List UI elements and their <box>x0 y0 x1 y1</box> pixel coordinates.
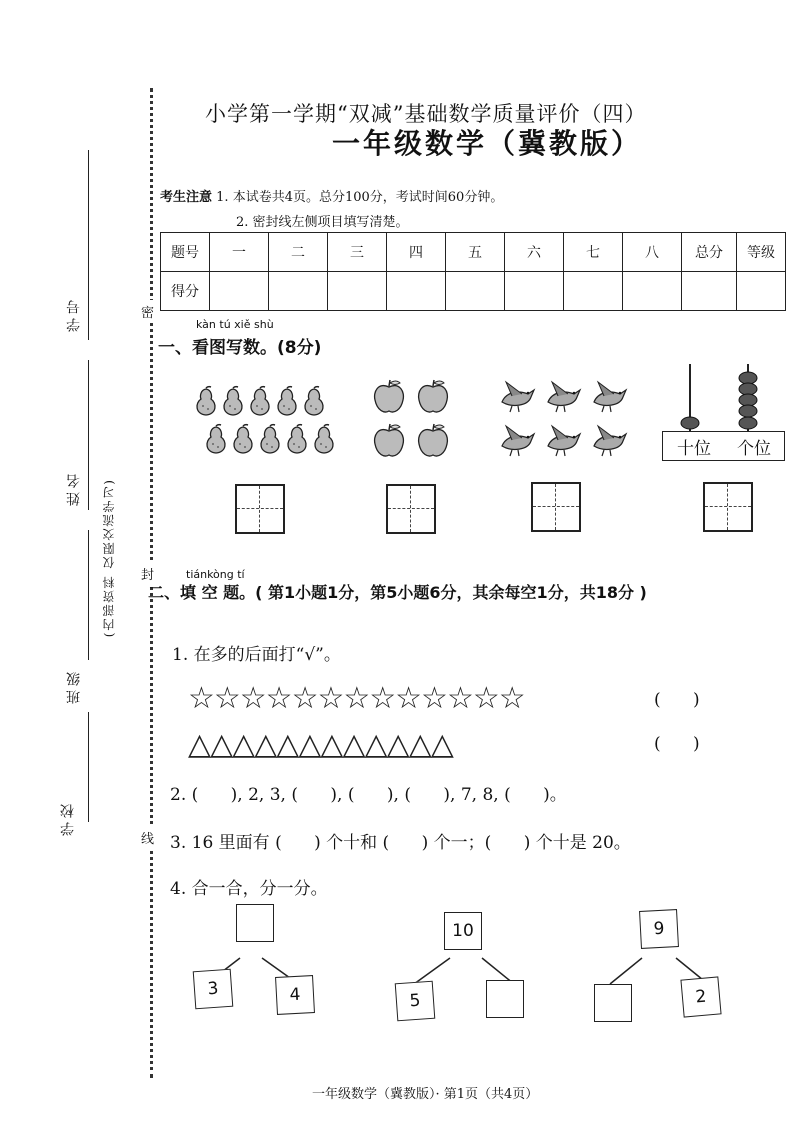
class-line <box>88 530 89 660</box>
score-cell[interactable] <box>328 272 387 311</box>
question-1: 1. 在多的后面打“√”。 <box>172 645 341 665</box>
page-footer: 一年级数学（冀教版）· 第1页（共4页） <box>312 1087 539 1102</box>
question-2: 2. ( ), 2, 3, ( ), ( ), ( ), 7, 8, ( )。 <box>170 785 567 805</box>
score-cell[interactable] <box>623 272 682 311</box>
score-cell[interactable] <box>446 272 505 311</box>
notice-2: 2. 密封线左侧项目填写清楚。 <box>236 215 409 230</box>
school-line <box>88 712 89 822</box>
score-table <box>160 232 786 311</box>
score-table-header-row <box>161 233 786 272</box>
exam-title: 小学第一学期“双减”基础数学质量评价（四） <box>205 102 647 126</box>
tree1-left-box: 3 <box>193 969 234 1010</box>
score-col: 七 <box>564 233 623 272</box>
score-col: 一 <box>210 233 269 272</box>
notice-1: 1. 本试卷共4页。总分100分，考试时间60分钟。 <box>216 190 504 205</box>
tree3-top-box: 9 <box>639 909 679 949</box>
section1-title: 一、看图写数。(8分) <box>158 338 322 358</box>
name-label: 姓名 <box>66 470 82 506</box>
score-col: 六 <box>505 233 564 272</box>
score-cell[interactable] <box>210 272 269 311</box>
notice-label: 考生注意 <box>160 190 213 205</box>
score-cell[interactable] <box>737 272 786 311</box>
score-cell[interactable] <box>682 272 737 311</box>
tens-place-label: 十位 <box>662 431 726 461</box>
section2-title: 二、填 空 题。( 第1小题1分，第5小题6分，其余每空1分，共18分 ) <box>148 583 647 602</box>
answer-paren-triangles[interactable]: ( ) <box>654 734 700 754</box>
ones-place-label: 个位 <box>724 431 785 461</box>
answer-box-pears[interactable] <box>235 484 285 534</box>
internal-note: (内部资料 仅限交流学习) <box>102 478 116 638</box>
student-id-line <box>88 150 89 340</box>
section1-pinyin: kàn tú xiě shù <box>196 318 274 331</box>
score-col: 等级 <box>737 233 786 272</box>
section2-pinyin: tiánkòng tí <box>186 568 245 581</box>
question-3: 3. 16 里面有 ( ) 个十和 ( ) 个一；( ) 个十是 20。 <box>170 833 631 853</box>
score-col: 四 <box>387 233 446 272</box>
notice-line-1 <box>160 186 503 205</box>
answer-box-abacus[interactable] <box>703 482 753 532</box>
score-table-score-row <box>161 272 786 311</box>
seal-char-mi: 密 <box>141 300 154 323</box>
stars-row: ☆☆☆☆☆☆☆☆☆☆☆☆☆ <box>188 681 525 716</box>
tree1-top-box[interactable] <box>236 904 274 942</box>
score-cell[interactable] <box>269 272 328 311</box>
score-col: 二 <box>269 233 328 272</box>
score-col: 三 <box>328 233 387 272</box>
score-cell[interactable] <box>564 272 623 311</box>
answer-box-apples[interactable] <box>386 484 436 534</box>
exam-subtitle: 一年级数学（冀教版） <box>332 127 643 160</box>
score-col: 八 <box>623 233 682 272</box>
pear-image <box>192 384 352 466</box>
score-col: 五 <box>446 233 505 272</box>
student-id-label: 学号 <box>66 296 82 332</box>
triangles-row: △△△△△△△△△△△△ <box>188 727 453 762</box>
bird-image <box>498 378 638 468</box>
school-label: 学校 <box>60 800 76 836</box>
tree3-right-box: 2 <box>680 976 721 1017</box>
score-row-label: 得分 <box>161 272 210 311</box>
score-cell[interactable] <box>505 272 564 311</box>
tree2-left-box: 5 <box>395 981 436 1022</box>
class-label: 班级 <box>66 668 82 704</box>
name-line <box>88 360 89 510</box>
seal-char-xian: 线 <box>141 826 154 849</box>
score-cell[interactable] <box>387 272 446 311</box>
answer-paren-stars[interactable]: ( ) <box>654 690 700 710</box>
tree2-top-box: 10 <box>444 912 482 950</box>
seal-char-feng: 封 <box>141 562 154 585</box>
score-col: 总分 <box>682 233 737 272</box>
tree1-right-box: 4 <box>275 975 315 1015</box>
abacus-image <box>662 362 786 434</box>
question-4: 4. 合一合，分一分。 <box>170 879 328 899</box>
tree3-left-box[interactable] <box>594 984 632 1022</box>
tree2-right-box[interactable] <box>486 980 524 1018</box>
apple-image <box>372 376 462 466</box>
score-row-label: 题号 <box>161 233 210 272</box>
answer-box-birds[interactable] <box>531 482 581 532</box>
